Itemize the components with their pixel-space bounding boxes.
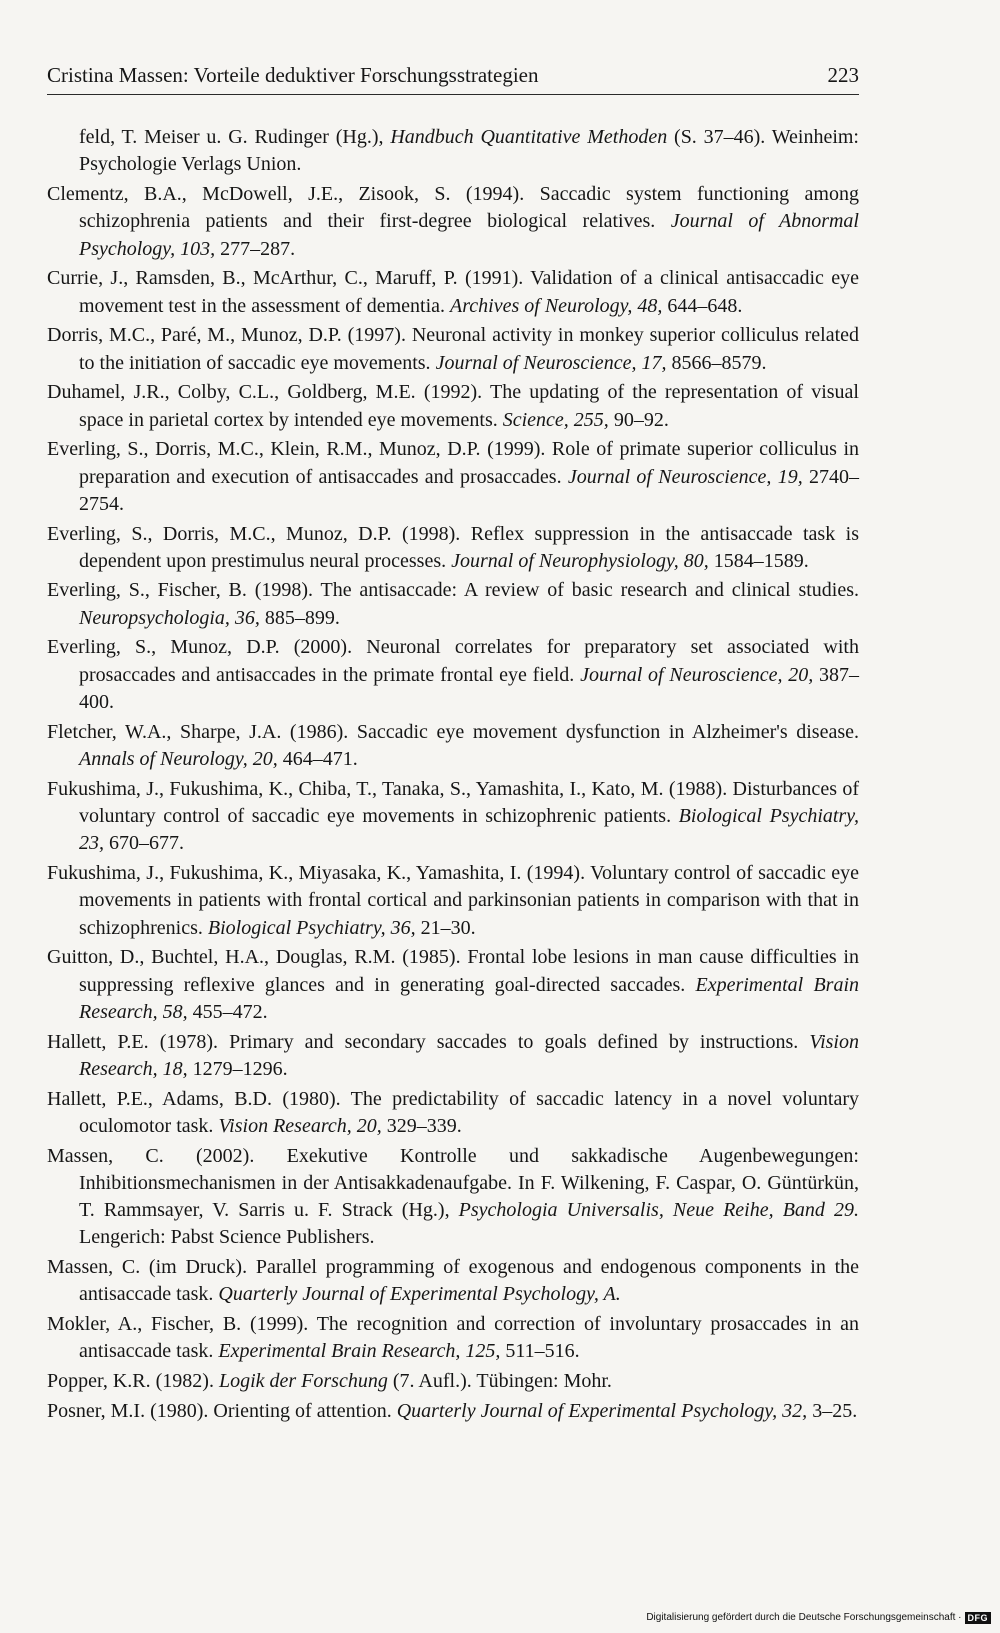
dfg-logo: DFG (965, 1612, 992, 1624)
footer-text: Digitalisierung gefördert durch die Deutsche Forschungsgemeinschaft · (646, 1612, 962, 1623)
reference-text: Massen, C. (im Druck). Parallel programming of exogenous and endogenous components in the antisaccade task. (47, 1256, 859, 1306)
running-head-title: Cristina Massen: Vorteile deduktiver Forschungsstrategien (47, 63, 539, 87)
reference-text: Hallett, P.E. (1978). Primary and secondary saccades to goals defined by instructions. (47, 1030, 810, 1053)
reference-list (47, 124, 859, 1427)
reference-text: 670–677. (104, 832, 184, 855)
reference-entry (47, 719, 859, 774)
reference-source-italic: Biological Psychiatry, 36, (207, 916, 416, 939)
reference-source-italic: Handbuch Quantitative Methoden (390, 126, 668, 148)
reference-source-italic: Quarterly Journal of Experimental Psychology, A. (218, 1283, 621, 1306)
reference-entry (47, 860, 859, 942)
reference-entry (47, 181, 859, 263)
reference-text: Everling, S., Fischer, B. (1998). The antisaccade: A review of basic research and clinical studies. (47, 579, 859, 602)
reference-text: Duhamel, J.R., Colby, C.L., Goldberg, M.E. (1992). The updating of the representation of visual space in parietal cortex by intended eye movements. (47, 381, 859, 431)
reference-source-italic: Experimental Brain Research, 125, (218, 1340, 501, 1363)
reference-source-italic: Archives of Neurology, 48, (450, 294, 663, 317)
reference-text: Everling, S., Dorris, M.C., Munoz, D.P. (1998). Reflex suppression in the antisaccade task is dependent upon prestimulus neural processes. (47, 522, 859, 572)
reference-text: 3–25. (807, 1399, 858, 1422)
reference-source-italic: Annals of Neurology, 20, (79, 748, 278, 771)
reference-entry (47, 124, 859, 179)
reference-text: 329–339. (381, 1114, 462, 1137)
reference-text: Everling, S., Munoz, D.P. (2000). Neuronal correlates for preparatory set associated with prosaccades and antisaccades in the primate frontal eye field. (47, 636, 859, 686)
reference-text: Mokler, A., Fischer, B. (1999). The recognition and correction of involuntary prosaccades in an antisaccade task. (47, 1313, 859, 1363)
reference-text: 464–471. (277, 748, 358, 771)
reference-text: Lengerich: Pabst Science Publishers. (79, 1226, 375, 1249)
reference-text: 21–30. (415, 916, 476, 939)
reference-text: Dorris, M.C., Paré, M., Munoz, D.P. (1997). Neuronal activity in monkey superior colliculus related to the initiation of saccadic eye movements. (47, 324, 859, 374)
reference-text: Everling, S., Dorris, M.C., Klein, R.M., Munoz, D.P. (1999). Role of primate superior colliculus in preparation and execution of antisaccades and prosaccades. (47, 438, 859, 488)
reference-text: 455–472. (187, 1000, 268, 1023)
reference-entry (47, 944, 859, 1026)
reference-text: (7. Aufl.). Tübingen: Mohr. (387, 1370, 612, 1393)
reference-entry (47, 1368, 859, 1395)
reference-entry (47, 1254, 859, 1309)
reference-text: 90–92. (608, 408, 669, 431)
reference-entry (47, 1086, 859, 1141)
reference-text: Posner, M.I. (1980). Orienting of attention. (47, 1399, 397, 1422)
reference-entry (47, 265, 859, 320)
reference-entry (47, 1398, 859, 1425)
reference-source-italic: Quarterly Journal of Experimental Psychology, 32, (396, 1399, 808, 1422)
reference-source-italic: Neuropsychologia, 36, (79, 606, 260, 629)
reference-text: 1584–1589. (708, 549, 809, 572)
reference-text: feld, T. Meiser u. G. Rudinger (Hg.), (79, 126, 391, 148)
reference-source-italic: Journal of Neurophysiology, 80, (451, 549, 709, 572)
reference-source-italic: Journal of Neuroscience, 17, (435, 351, 667, 374)
page-number: 223 (827, 63, 859, 87)
reference-source-italic: Psychologia Universalis, Neue Reihe, Band 29. (458, 1199, 859, 1222)
reference-source-italic: Journal of Abnormal Psychology, 103, (79, 210, 859, 260)
reference-text: 644–648. (662, 294, 743, 317)
reference-text: 277–287. (215, 237, 296, 260)
reference-text: Fukushima, J., Fukushima, K., Miyasaka, K., Yamashita, I. (1994). Voluntary control of saccadic eye movements in patients with frontal cortical and parkinsonian patients in comparison with that in schizophrenics. (47, 862, 859, 939)
reference-source-italic: Vision Research, 18, (79, 1030, 859, 1080)
digitization-footer (646, 1609, 991, 1627)
reference-entry (47, 577, 859, 632)
reference-entry (47, 521, 859, 576)
reference-source-italic: Journal of Neuroscience, 19, (567, 465, 803, 488)
reference-text: Fukushima, J., Fukushima, K., Chiba, T., Tanaka, S., Yamashita, I., Kato, M. (1988). Disturbances of voluntary control of saccadic eye movements in schizophrenic patients. (47, 777, 859, 828)
reference-text: Fletcher, W.A., Sharpe, J.A. (1986). Saccadic eye movement dysfunction in Alzheimer's disease. (47, 720, 859, 743)
reference-entry (47, 1311, 859, 1366)
reference-text: 1279–1296. (187, 1057, 288, 1080)
reference-text: 387–400. (79, 663, 860, 714)
reference-text: 511–516. (500, 1340, 580, 1363)
running-head (47, 60, 859, 95)
reference-text: 885–899. (259, 606, 340, 629)
reference-entry (47, 776, 859, 858)
reference-text: (S. 37–46). Weinheim: Psychologie Verlags Union. (79, 126, 859, 176)
reference-entry (47, 436, 859, 518)
reference-text: Guitton, D., Buchtel, H.A., Douglas, R.M. (1985). Frontal lobe lesions in man cause difficulties in suppressing reflexive glances and in generating goal-directed saccades. (47, 946, 859, 996)
reference-source-italic: Logik der Forschung (218, 1370, 388, 1393)
reference-source-italic: Experimental Brain Research, 58, (79, 973, 859, 1023)
reference-text: Clementz, B.A., McDowell, J.E., Zisook, S. (1994). Saccadic system functioning among schizophrenia patients and their first-degree biological relatives. (47, 182, 859, 233)
reference-entry (47, 322, 859, 377)
reference-text: Currie, J., Ramsden, B., McArthur, C., Maruff, P. (1991). Validation of a clinical antisaccadic eye movement test in the assessment of dementia. (47, 267, 859, 317)
reference-text: Popper, K.R. (1982). (47, 1370, 219, 1393)
reference-entry (47, 1029, 859, 1084)
reference-entry (47, 634, 859, 716)
reference-text: 8566–8579. (666, 351, 767, 374)
reference-entry (47, 1143, 859, 1252)
reference-text: 2740–2754. (79, 465, 860, 515)
reference-source-italic: Biological Psychiatry, 23, (79, 805, 859, 855)
reference-source-italic: Vision Research, 20, (218, 1114, 382, 1137)
reference-entry (47, 379, 859, 434)
reference-source-italic: Science, 255, (502, 408, 609, 431)
reference-text: Hallett, P.E., Adams, B.D. (1980). The predictability of saccadic latency in a novel voluntary oculomotor task. (47, 1087, 859, 1137)
reference-source-italic: Journal of Neuroscience, 20, (580, 663, 814, 686)
reference-text: Massen, C. (2002). Exekutive Kontrolle und sakkadische Augenbewegungen: Inhibitionsmechanismen in der Antisakkadenaufgabe. In F. Wilkening, F. Caspar, O. Güntürkün, T. Rammsayer, V. Sarris u. F. Strack (Hg.), (47, 1144, 859, 1222)
